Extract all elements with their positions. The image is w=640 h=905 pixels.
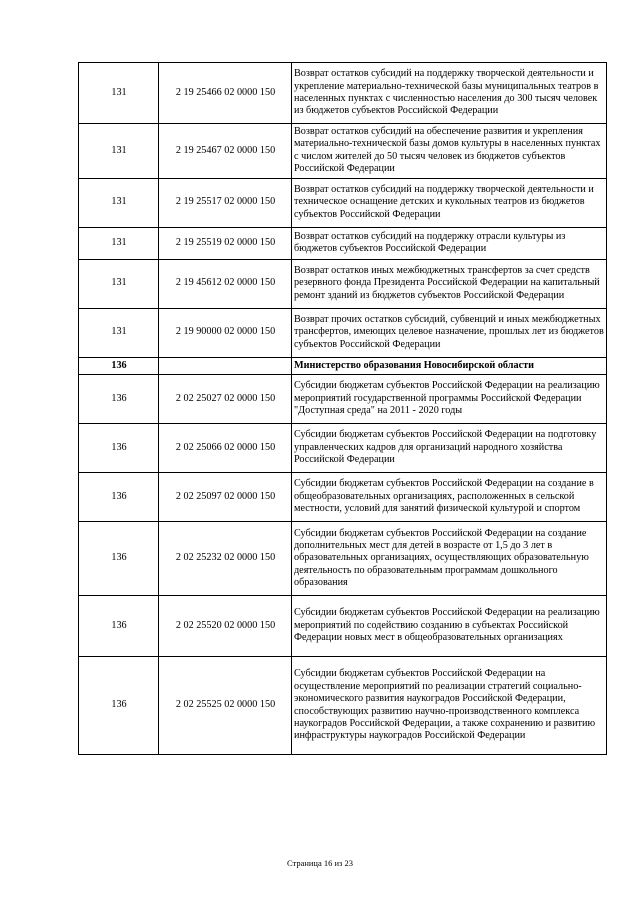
table-row: [79, 227, 607, 259]
income-name-cell: Возврат остатков субсидий на обеспечение развития и укрепления материально-технической базы домов культуры в населенных пунктах с числом жителей до 50 тысяч человек из бюджетов субъектов Российской Федерации: [292, 124, 607, 179]
income-code-cell: 2 02 25027 02 0000 150: [159, 375, 292, 424]
income-name-cell: Субсидии бюджетам субъектов Российской Федерации на подготовку управленческих кадров для организаций народного хозяйства Российской Федерации: [292, 424, 607, 473]
income-name-cell: Возврат остатков субсидий на поддержку отрасли культуры из бюджетов субъектов Российской Федерации: [292, 227, 607, 259]
income-name-cell: Субсидии бюджетам субъектов Российской Федерации на реализацию мероприятий государственной программы Российской Федерации "Доступная среда" на 2011 - 2020 годы: [292, 375, 607, 424]
income-code-cell: 2 02 25066 02 0000 150: [159, 424, 292, 473]
income-name-cell: Субсидии бюджетам субъектов Российской Федерации на реализацию мероприятий по содействию созданию в субъектах Российской Федерации новых мест в общеобразовательных организациях: [292, 596, 607, 657]
admin-code-cell: 131: [79, 227, 159, 259]
table-row: [79, 657, 607, 755]
admin-code-cell: 131: [79, 124, 159, 179]
table-row: [79, 424, 607, 473]
income-code-cell: 2 02 25232 02 0000 150: [159, 522, 292, 596]
admin-code-cell: 136: [79, 522, 159, 596]
admin-code-cell: 136: [79, 357, 159, 374]
income-name-cell: Субсидии бюджетам субъектов Российской Федерации на создание в общеобразовательных организациях, расположенных в сельской местности, условий для занятий физической культурой и спортом: [292, 473, 607, 522]
income-code-cell: 2 19 25466 02 0000 150: [159, 63, 292, 124]
admin-code-cell: 136: [79, 473, 159, 522]
income-name-cell: Возврат прочих остатков субсидий, субвенций и иных межбюджетных трансфертов, имеющих целевое назначение, прошлых лет из бюджетов субъектов Российской Федерации: [292, 308, 607, 357]
table-row: [79, 178, 607, 227]
admin-code-cell: 131: [79, 259, 159, 308]
admin-code-cell: 136: [79, 596, 159, 657]
admin-code-cell: 136: [79, 424, 159, 473]
page-number: Страница 16 из 23: [286, 858, 354, 868]
income-name-cell: Министерство образования Новосибирской области: [292, 357, 607, 374]
income-code-cell: 2 19 25467 02 0000 150: [159, 124, 292, 179]
income-name-cell: Возврат остатков иных межбюджетных трансфертов за счет средств резервного фонда Президента Российской Федерации на капитальный ремонт зданий из бюджетов субъектов Российской Федерации: [292, 259, 607, 308]
income-name-cell: Возврат остатков субсидий на поддержку творческой деятельности и техническое оснащение детских и кукольных театров из бюджетов субъектов Российской Федерации: [292, 178, 607, 227]
section-heading-row: [79, 357, 607, 374]
income-code-cell: 2 19 25519 02 0000 150: [159, 227, 292, 259]
table-row: [79, 473, 607, 522]
income-name-cell: Субсидии бюджетам субъектов Российской Федерации на осуществление мероприятий по реализации стратегий социально-экономического развития наукоградов Российской Федерации, способствующих развитию научно-производственного комплекса наукоградов Российской Федерации, а также сохранению и развитию инфраструктуры наукоградов Российской Федерации: [292, 657, 607, 755]
table-body: [79, 63, 607, 755]
table-row: [79, 63, 607, 124]
income-code-cell: 2 19 45612 02 0000 150: [159, 259, 292, 308]
table-row: [79, 522, 607, 596]
table-row: [79, 259, 607, 308]
table-row: [79, 375, 607, 424]
table-row: [79, 124, 607, 179]
income-code-cell: [159, 357, 292, 374]
income-code-cell: 2 19 90000 02 0000 150: [159, 308, 292, 357]
table-row: [79, 308, 607, 357]
admin-code-cell: 131: [79, 308, 159, 357]
income-name-cell: Возврат остатков субсидий на поддержку творческой деятельности и укрепление материально-технической базы муниципальных театров в населенных пунктах с численностью населения до 300 тысяч человек из бюджетов субъектов Российской Федерации: [292, 63, 607, 124]
admin-code-cell: 136: [79, 375, 159, 424]
income-code-cell: 2 19 25517 02 0000 150: [159, 178, 292, 227]
admin-code-cell: 131: [79, 63, 159, 124]
income-code-cell: 2 02 25525 02 0000 150: [159, 657, 292, 755]
income-name-cell: Субсидии бюджетам субъектов Российской Федерации на создание дополнительных мест для детей в возрасте от 1,5 до 3 лет в образовательных организациях, осуществляющих образовательную деятельность по образовательным программам дошкольного образования: [292, 522, 607, 596]
table-row: [79, 596, 607, 657]
budget-classification-table: [78, 62, 607, 755]
income-code-cell: 2 02 25520 02 0000 150: [159, 596, 292, 657]
income-code-cell: 2 02 25097 02 0000 150: [159, 473, 292, 522]
admin-code-cell: 131: [79, 178, 159, 227]
admin-code-cell: 136: [79, 657, 159, 755]
